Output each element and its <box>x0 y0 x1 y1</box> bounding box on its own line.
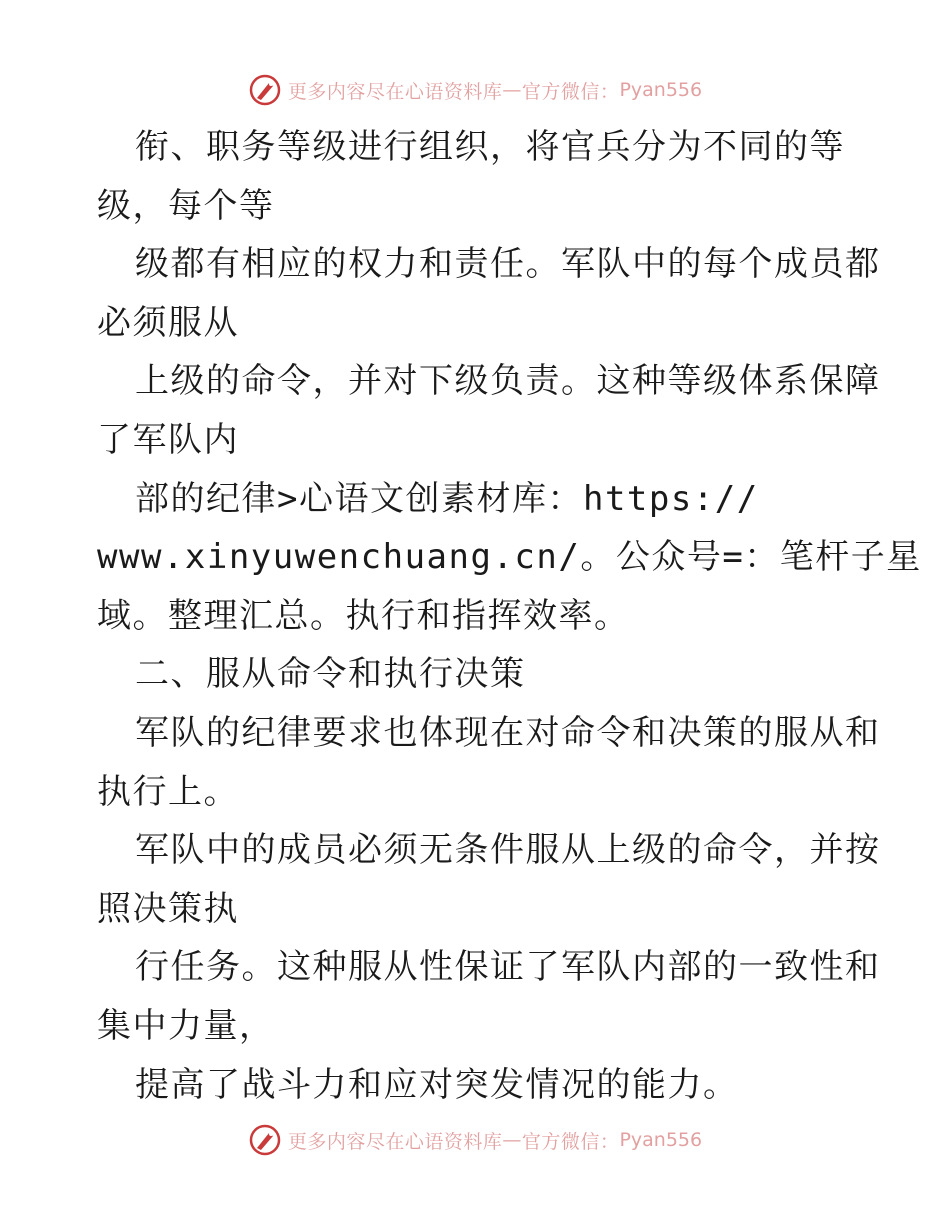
text-line: 衔、职务等级进行组织，将官兵分为不同的等 <box>135 127 845 167</box>
text-line: 域。整理汇总。执行和指挥效率。 <box>97 595 630 636</box>
banner-wechat-id: Pyan556 <box>619 1129 703 1151</box>
text-line: 军队中的成员必须无条件服从上级的命令，并按 <box>135 830 881 871</box>
banner-separator: — <box>502 1129 522 1151</box>
text-line: 级，每个等 <box>97 185 275 226</box>
text-line: 军队的纪律要求也体现在对命令和决策的服从和 <box>135 712 881 753</box>
text-line: 上级的命令，并对下级负责。这种等级体系保障 <box>135 361 881 402</box>
banner-wechat-label: 官方微信： <box>521 80 620 103</box>
banner-main-text: 更多内容尽在心语资料库 <box>287 80 503 103</box>
text-line: 部的纪律>心语文创素材库：https:// <box>135 478 759 519</box>
footer-watermark <box>0 1120 950 1160</box>
text-line: 集中力量， <box>97 1005 275 1046</box>
banner-main-text: 更多内容尽在心语资料库 <box>287 1130 503 1153</box>
text-line: 行任务。这种服从性保证了军队内部的一致性和 <box>135 947 881 988</box>
text-line: 了军队内 <box>97 419 239 460</box>
section-heading: 二、服从命令和执行决策 <box>135 654 526 695</box>
header-watermark <box>0 70 950 110</box>
banner-wechat-id: Pyan556 <box>619 79 703 101</box>
pen-logo-icon <box>248 1123 282 1157</box>
document-body <box>97 118 922 1114</box>
banner-wechat-label: 官方微信： <box>521 1130 620 1153</box>
text-line: 级都有相应的权力和责任。军队中的每个成员都 <box>135 244 881 285</box>
text-line: 照决策执 <box>97 888 239 929</box>
banner-separator: — <box>502 79 522 101</box>
text-line: 提高了战斗力和应对突发情况的能力。 <box>135 1064 739 1105</box>
pen-logo-icon <box>248 73 282 107</box>
text-line: 执行上。 <box>97 771 239 812</box>
text-line: 必须服从 <box>97 302 239 343</box>
text-line: www.xinyuwenchuang.cn/。公众号=：笔杆子星 <box>97 537 922 578</box>
